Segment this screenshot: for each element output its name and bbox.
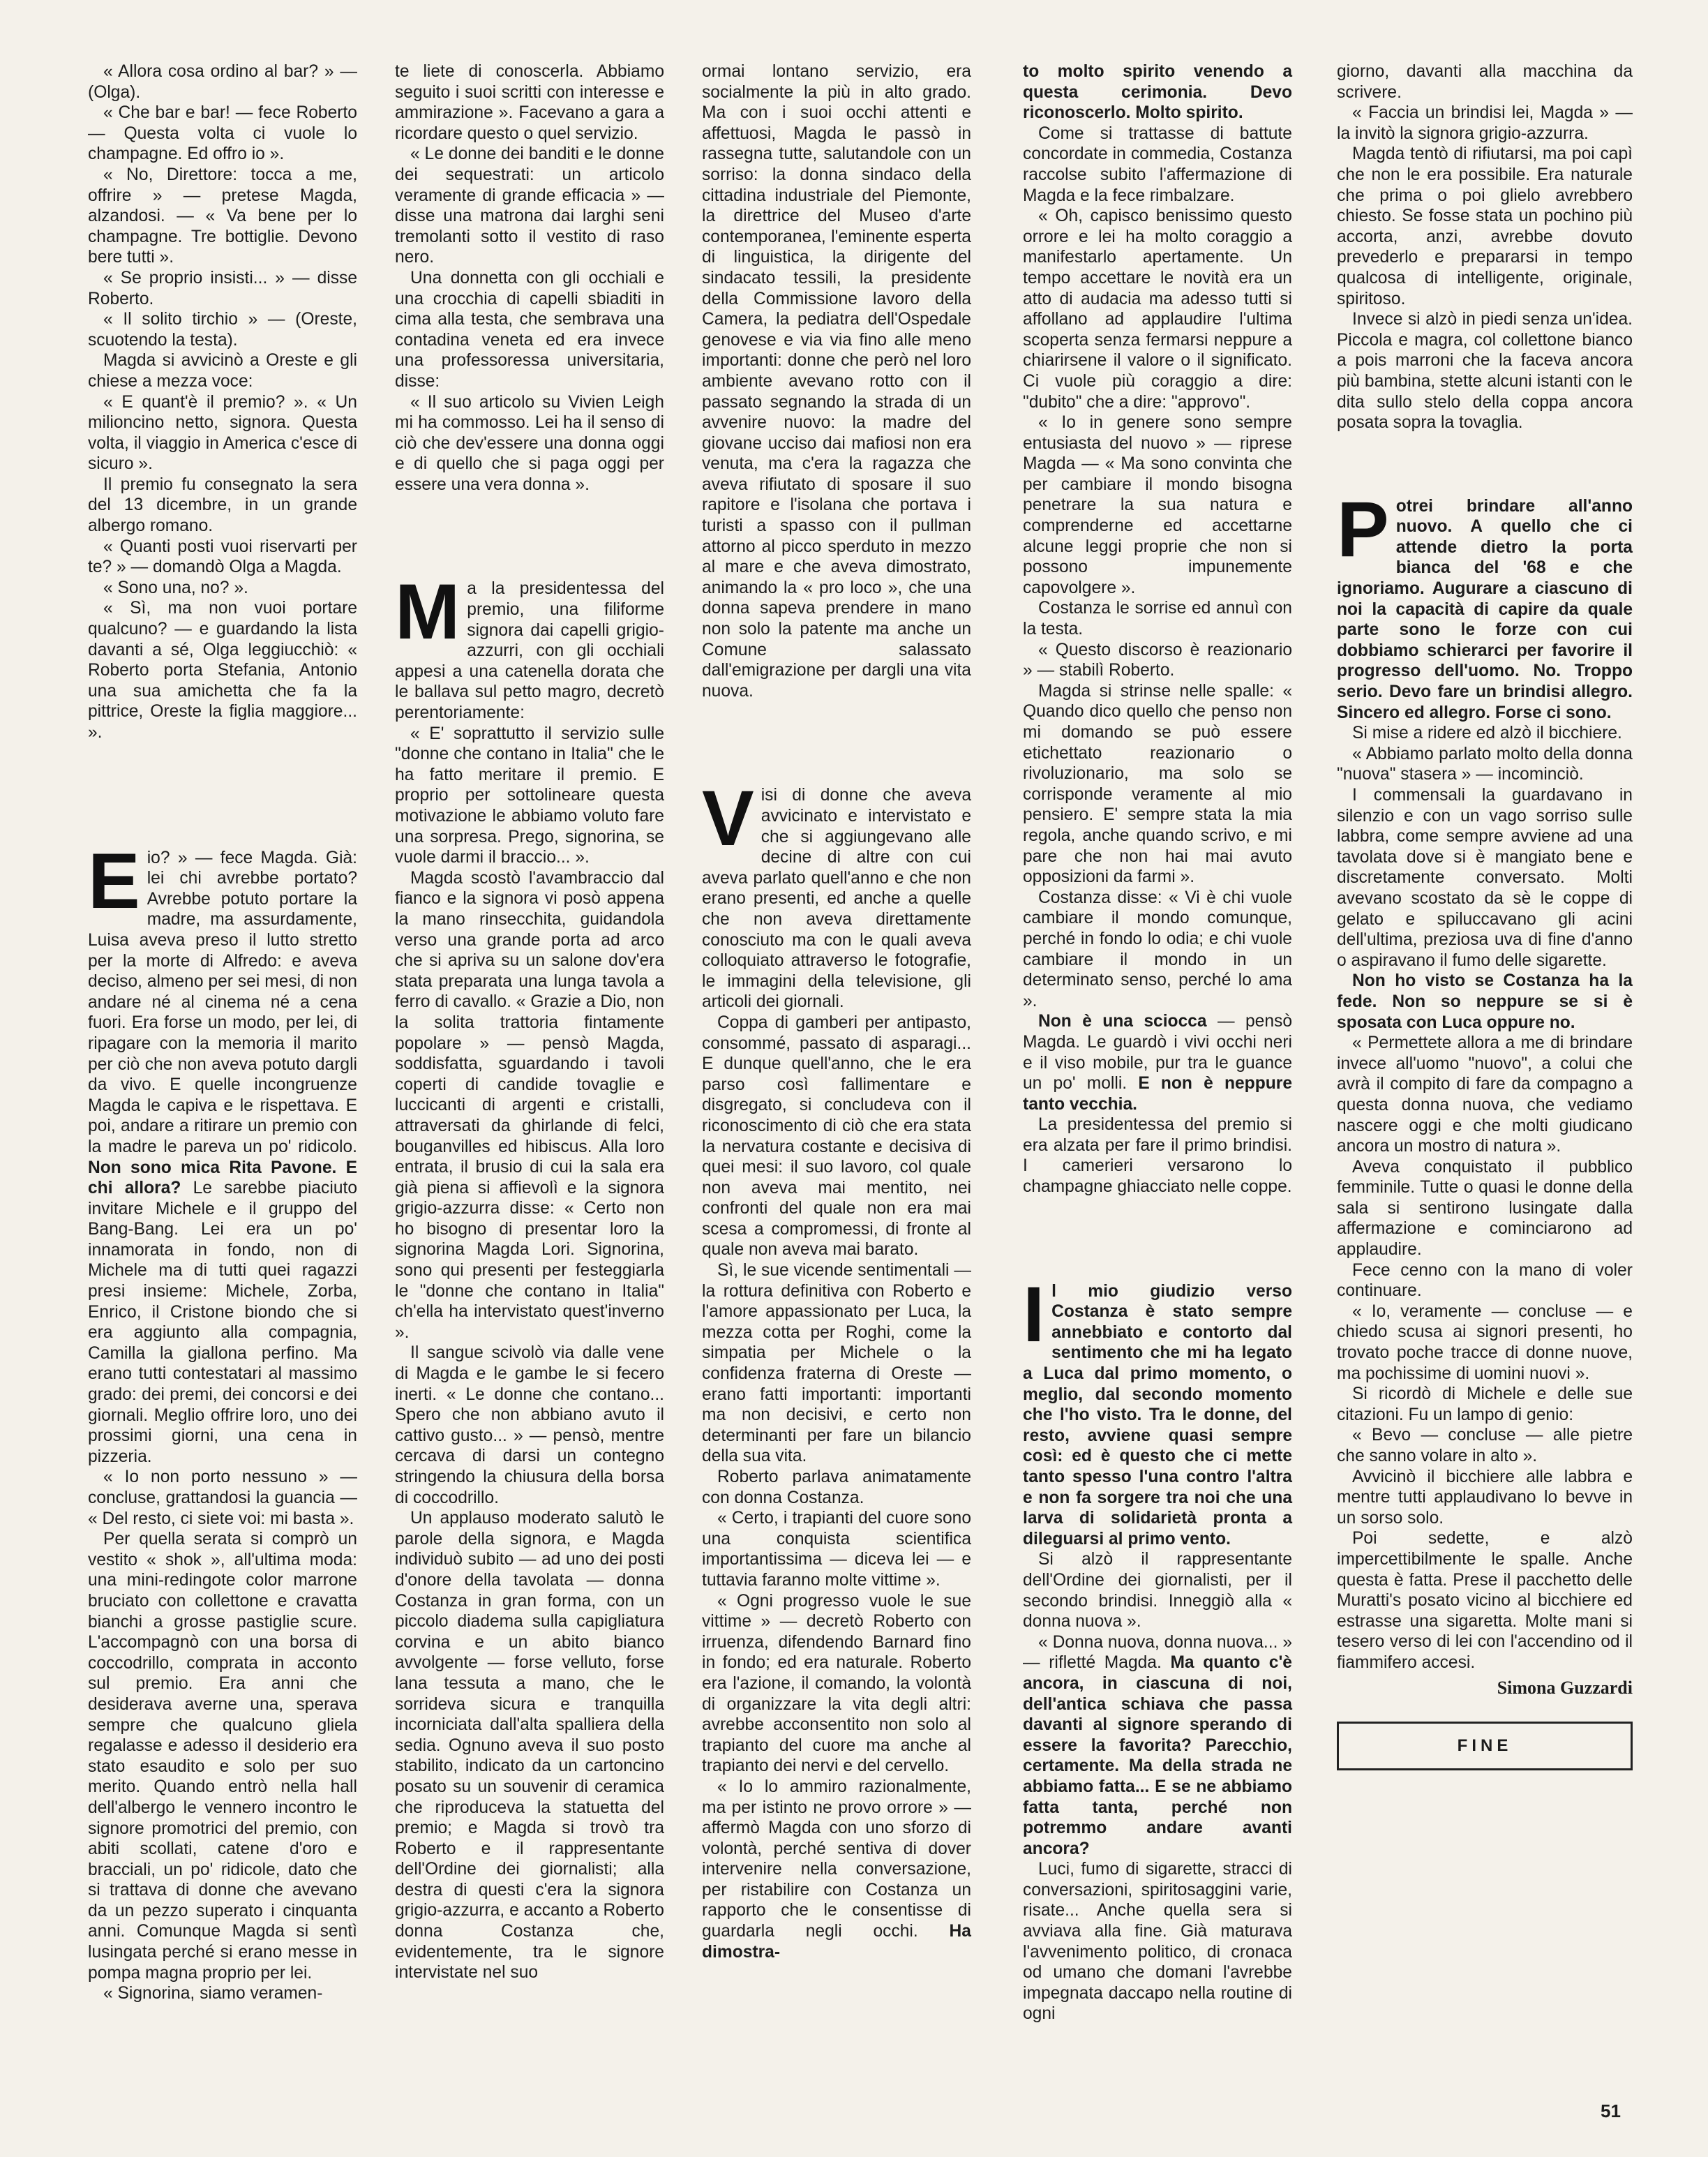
paragraph: Il premio fu consegnato la sera del 13 dicembre, in un grande albergo romano. bbox=[88, 475, 357, 536]
paragraph: La presidentessa del premio si era alzata per fare il primo brindisi. I camerieri versarono lo champagne ghiacciato nelle coppe. bbox=[1023, 1115, 1292, 1197]
paragraph: Costanza disse: « Vi è chi vuole cambiare il mondo comunque, perché in fondo lo odia; e chi vuole cambiare il mondo in un determinato senso, perché lo ama ». bbox=[1023, 888, 1292, 1010]
paragraph: I commensali la guardavano in silenzio e con un vago sorriso sulle labbra, come sempre avviene ad una tavolata dove si è mangiato bene e discretamente conversato. Molti avevano scostato da sè le coppe di gelato e spiluccavano gli acini dell'ultima, preziosa uva di fine d'anno o aspiravano il fumo delle sigarette. bbox=[1337, 786, 1633, 970]
text-column-1 bbox=[88, 61, 357, 2004]
paragraph: « Io non porto nessuno » — concluse, grattandosi la guancia — « Del resto, ci siete voi: mi basta ». bbox=[88, 1468, 357, 1528]
paragraph: Sì, le sue vicende sentimentali — la rottura definitiva con Roberto e l'amore appassionato per Luca, la mezza cotta per Roghi, come la simpatia per Michele o la confidenza fraterna di Oreste — erano fatti importanti: importanti ma non decisivi, e certo non determinanti per fare un bilancio della sua vita. bbox=[702, 1261, 971, 1466]
paragraph: « No, Direttore: tocca a me, offrire » — pretese Magda, alzandosi. — « Va bene per lo champagne. Tre bottiglie. Devono bere tutti ». bbox=[88, 165, 357, 267]
paragraph: Avvicinò il bicchiere alle labbra e mentre tutti applaudivano lo bevve in un sorso solo. bbox=[1337, 1467, 1633, 1528]
paragraph: Si alzò il rappresentante dell'Ordine dei giornalisti, per il secondo brindisi. Inneggiò alla « donna nuova ». bbox=[1023, 1550, 1292, 1632]
paragraph: Un applauso moderato salutò le parole della signora, e Magda individuò subito — ad uno dei posti d'onore della tavolata — donna Costanza in gran forma, con un piccolo diadema sulla capigliatura corvina e un abito bianco avvolgente — forse velluto, forse lana tessuta a mano, che le sorrideva sicura e tranquilla incorniciata dall'alta spalliera della sedia. Ognuno aveva il suo posto stabilito, indicato da un cartoncino posato su un souvenir di ceramica che riproduceva la statuetta del premio; e Magda si trovò tra Roberto e il rappresentante dell'Ordine dei giornalisti; alla destra di questi c'era la signora grigio-azzurra, e accanto a Roberto donna Costanza che, evidentemente, tra le signore intervistate nel suo bbox=[395, 1509, 664, 1983]
paragraph: « Donna nuova, donna nuova... » — rifletté Magda. Ma quanto c'è ancora, in ciascuna di noi, dell'antica schiava che passa davanti al signore sperando di essere la favorita? Parecchio, certamente. Ma della strada ne abbiamo fatta... E se ne abbiamo fatta tanta, perché non potremmo andare avanti ancora? bbox=[1023, 1632, 1292, 1858]
paragraph: « Che bar e bar! — fece Roberto — Questa volta ci vuole lo champagne. Ed offro io ». bbox=[88, 103, 357, 164]
paragraph: « Il solito tirchio » — (Oreste, scuotendo la testa). bbox=[88, 310, 357, 350]
author-signature: Simona Guzzardi bbox=[1497, 1677, 1633, 1698]
paragraph: Roberto parlava animatamente con donna Costanza. bbox=[702, 1468, 971, 1507]
paragraph: « Certo, i trapianti del cuore sono una conquista scientifica importantissima — diceva lei — e tuttavia faranno molte vittime ». bbox=[702, 1509, 971, 1590]
paragraph: Poi sedette, e alzò impercettibilmente le spalle. Anche questa è fatta. Prese il pacchetto delle Muratti's posato vicino al bicchiere ed estrasse una sigaretta. Molte mani si tesero verso di lei con l'accendino od il fiammifero accesi. bbox=[1337, 1529, 1633, 1672]
drop-cap: E bbox=[88, 837, 140, 925]
drop-cap: V bbox=[702, 775, 754, 863]
paragraph: « Questo discorso è reazionario » — stabilì Roberto. bbox=[1023, 640, 1292, 680]
paragraph: « Io, veramente — concluse — e chiedo scusa ai signori presenti, ho trovato poche tracce di donne nuove, ma pochissime di uomini nuovi ». bbox=[1337, 1301, 1633, 1383]
section-paragraph: Il mio giudizio verso Costanza è stato sempre annebbiato e contorto dal sentimento che mi ha legato a Luca dal primo momento, o meglio, dal secondo momento che l'ho visto. Tra le donne, del resto, avviene quasi sempre così: ed è questo che ci mette tanto spesso l'una contro l'altra e non fa sorgere tra noi che una larva di solidarietà pronta a dileguarsi al primo vento. bbox=[1023, 1270, 1292, 1548]
paragraph: « Permettete allora a me di brindare invece all'uomo "nuovo", a colui che avrà il compito di fare da compagno a questa donna nuova, che vediamo nascere oggi e che molti giudicano ancora un mostro di natura ». bbox=[1337, 1033, 1633, 1156]
paragraph: Magda tentò di rifiutarsi, ma poi capì che non le era possibile. Era naturale che prima o poi glielo avrebbero chiesto. Se fosse stata un pochino più accorta, anzi, avrebbe dovuto prevederlo e prepararsi in tempo qualcosa di intelligente, originale, spiritoso. bbox=[1337, 144, 1633, 308]
paragraph: Per quella serata si comprò un vestito « shok », all'ultima moda: una mini-redingote color marrone bruciato con collettone e cravatta bianchi a grosse pastiglie scure. L'accompagnò con una borsa di coccodrillo, comprata in acconto sul premio. Era anni che desiderava averne una, sperava sempre che qualcuno gliela regalasse e adesso il desiderio era stato esaudito e solo per suo merito. Quando entrò nella hall dell'albergo le vennero incontro le signore promotrici del premio, con abiti scollati, catene d'oro e bracciali, un po' ridicole, dato che si trattava di donne che avevano da un pezzo superato i cinquanta anni. Comunque Magda si sentì lusingata perché si erano messe in pompa magna proprio per lei. bbox=[88, 1530, 357, 1983]
paragraph: Si ricordò di Michele e delle sue citazioni. Fu un lampo di genio: bbox=[1337, 1384, 1633, 1424]
paragraph: Una donnetta con gli occhiali e una crocchia di capelli sbiaditi in cima alla testa, che sembrava una contadina veneta ed era invece una professoressa universitaria, disse: bbox=[395, 268, 664, 391]
paragraph: « Sì, ma non vuoi portare qualcuno? — e guardando la lista davanti a sé, Olga leggiucchiò: « Roberto porta Stefania, Antonio una sua amichetta che fa la pittrice, Oreste la figlia maggiore... ». bbox=[88, 599, 357, 742]
section-paragraph: Potrei brindare all'anno nuovo. A quello che ci attende dietro la porta bianca del '68 e che ignoriamo. Augurare a ciascuno di noi la capacità di capire da quale parte sono le forze con cui dobbiamo schierarci per favorire il progresso dell'uomo. No. Troppo serio. Devo fare un brindisi allegro. Sincero ed allegro. Forse ci sono. bbox=[1337, 485, 1633, 722]
paragraph: Come si trattasse di battute concordate in commedia, Costanza raccolse subito l'affermazione di Magda e la fece rimbalzare. bbox=[1023, 124, 1292, 205]
paragraph: « Sono una, no? ». bbox=[103, 578, 248, 597]
end-label: FINE bbox=[1457, 1736, 1513, 1756]
paragraph: Aveva conquistato il pubblico femminile. Tutte o quasi le donne della sala si sentirono lusingate dalla affermazione e cominciarono ad applaudire. bbox=[1337, 1157, 1633, 1260]
paragraph: « Io in genere sono sempre entusiasta del nuovo » — riprese Magda — « Ma sono convinta che per cambiare il mondo bisogna penetrare la sua natura e comprenderne ed accettarne alcune leggi proprie che non si possono impunemente capovolgere ». bbox=[1023, 413, 1292, 597]
paragraph: Fece cenno con la mano di voler continuare. bbox=[1337, 1260, 1633, 1301]
paragraph: Il sangue scivolò via dalle vene di Magda e le gambe le si fecero inerti. « Le donne che contano... Spero che non abbiano avuto il cattivo gusto... » — pensò, mentre cercava di darsi un contegno stringendo la chiusura della borsa di coccodrillo. bbox=[395, 1343, 664, 1507]
paragraph: to molto spirito venendo a questa cerimonia. Devo riconoscerlo. Molto spirito. bbox=[1023, 62, 1292, 123]
paragraph: « Signorina, siamo veramen- bbox=[103, 1984, 323, 2003]
drop-cap: I bbox=[1023, 1270, 1045, 1358]
paragraph: « Allora cosa ordino al bar? » — (Olga). bbox=[88, 62, 357, 102]
paragraph: Coppa di gamberi per antipasto, consommé, passato di asparagi... E dunque quell'anno, che le era parso così fallimentare e disgregato, si concludeva con il riconoscimento di ciò che era stata la nervatura costante e decisiva di quei mesi: il suo lavoro, col quale non aveva mai mentito, nei confronti del quale non era mai scesa a compromessi, di fronte al quale non aveva mai barato. bbox=[702, 1013, 971, 1260]
paragraph: Magda scostò l'avambraccio dal fianco e la signora vi posò appena la mano rinsecchita, guidandola verso una grande porta ad arco che si apriva su un salone dov'era stata preparata una lunga tavola a ferro di cavallo. « Grazie a Dio, non la solita trattoria fintamente popolare » — pensò Magda, soddisfatta, sguardando i tavoli coperti di candide tovaglie e luccicanti di argenti e cristalli, attraversati da ghirlande di felci, bouganvilles ed hibiscus. Alla loro entrata, il brusio di cui la sala era già piena si affievolì e la signora grigio-azzurra disse: « Certo non ho bisogno di presentar loro la signorina Magda Lori. Signorina, sono qui presenti per festeggiarla le "donne che contano in Italia" ch'ella ha intervistato quest'inverno ». bbox=[395, 868, 664, 1342]
end-box bbox=[1337, 1722, 1633, 1770]
paragraph: « Bevo — concluse — alle pietre che sanno volare in alto ». bbox=[1337, 1426, 1633, 1465]
paragraph: « Il suo articolo su Vivien Leigh mi ha commosso. Lei ha il senso di ciò che dev'essere una donna oggi e di quello che si paga oggi per essere una vera donna ». bbox=[395, 392, 664, 494]
paragraph: « Se proprio insisti... » — disse Roberto. bbox=[88, 268, 357, 308]
paragraph: « Ogni progresso vuole le sue vittime » — decretò Roberto con irruenza, difendendo Barnard fino in fondo; ed era naturale. Roberto era l'azione, il comando, la volontà di organizzare la vita degli altri: avrebbe acconsentito non solo al trapianto del cuore ma anche al trapianto dei nervi e del cervello. bbox=[702, 1591, 971, 1776]
paragraph: ormai lontano servizio, era socialmente la più in alto grado. Ma con i suoi occhi attenti e affettuosi, Magda le passò in rassegna tutte, salutandole con un sorriso: la donna sindaco della cittadina industriale del Piemonte, la direttrice del Museo d'arte contemporanea, l'eminente esperta di linguistica, la dirigente del sindacato tessili, la presidente della Commissione lavoro della Camera, la pediatra dell'Ospedale genovese e via via fino alle meno importanti: donne che però nel loro ambiente avevano rotto con il passato segnando la strada di un avvenire nuovo: la madre del giovane ucciso dai mafiosi non era venuta, ma c'era la ragazza che aveva rifiutato di sposare il suo rapitore e l'isolana che portava i turisti a spasso con il pullman attorno al picco sperduto in mezzo al mare e che aveva dimostrato, animando la « pro loco », che una donna sapeva prendere in mano non solo la patente ma anche un Comune salassato dall'emigrazione per dargli una vita nuova. bbox=[702, 62, 971, 701]
paragraph: Si mise a ridere ed alzò il bicchiere. bbox=[1352, 724, 1622, 743]
paragraph: te liete di conoscerla. Abbiamo seguito i suoi scritti con interesse e ammirazione ». Facevano a gara a ricordare questo o quel servizio. bbox=[395, 62, 664, 143]
drop-cap: M bbox=[395, 568, 460, 656]
section-paragraph: Visi di donne che aveva avvicinato e intervistato e che si aggiungevano alle decine di altre con cui aveva parlato quell'anno e che non erano presenti, ed anche a quelle che non aveva direttamente conosciuto ma con le quali aveva colloquiato attraverso le fotografie, le immagini della televisione, gli articoli dei giornali. bbox=[702, 775, 971, 1012]
paragraph: « Io lo ammiro razionalmente, ma per istinto ne provo orrore » — affermò Magda con uno sforzo di volontà, perché sentiva di dover intervenire nella conversazione, per ristabilire con Costanza un rapporto che le consentisse di guardarla negli occhi. Ha dimostra- bbox=[702, 1777, 971, 1962]
drop-cap: P bbox=[1337, 485, 1389, 573]
paragraph: Magda si avvicinò a Oreste e gli chiese a mezza voce: bbox=[88, 351, 357, 391]
paragraph: « E quant'è il premio? ». « Un milioncino netto, signora. Questa volta, il viaggio in America c'esce di sicuro ». bbox=[88, 392, 357, 474]
paragraph: « Quanti posti vuoi riservarti per te? » — domandò Olga a Magda. bbox=[88, 537, 357, 577]
page-number: 51 bbox=[1601, 2100, 1621, 2121]
text-column-2 bbox=[395, 61, 664, 1983]
paragraph: « Faccia un brindisi lei, Magda » — la invitò la signora grigio-azzurra. bbox=[1337, 103, 1633, 143]
paragraph: giorno, davanti alla macchina da scrivere. bbox=[1337, 62, 1633, 102]
text-column-4 bbox=[1023, 61, 1292, 2024]
paragraph: Invece si alzò in piedi senza un'idea. Piccola e magra, col collettone bianco a pois marroni che la faceva ancora più bambina, stette alcuni istanti con le dita sullo stelo della coppa ancora posata sopra la tovaglia. bbox=[1337, 310, 1633, 433]
paragraph: Non è una sciocca — pensò Magda. Le guardò i vivi occhi neri e il viso mobile, pur tra le guance un po' molli. E non è neppure tanto vecchia. bbox=[1023, 1012, 1292, 1114]
paragraph: « Oh, capisco benissimo questo orrore e lei ha molto coraggio a manifestarlo apertamente. Un tempo accettare le novità era un atto di audacia ma adesso tutti si affollano ad applaudire l'ultima scoperta senza fermarsi neppure a chiarirsene il valore o il significato. Ci vuole più coraggio a dire: "dubito" che a dire: "approvo". bbox=[1023, 207, 1292, 412]
paragraph: Non ho visto se Costanza ha la fede. Non so neppure se si è sposata con Luca oppure no. bbox=[1337, 971, 1633, 1032]
paragraph: Luci, fumo di sigarette, stracci di conversazioni, spiritosaggini varie, risate... Anche quella sera si avviava alla fine. Già maturava l'avvenimento politico, di cronaca od umano che domani l'avrebbe impegnata daccapo nella routine di ogni bbox=[1023, 1860, 1292, 2024]
paragraph: Magda si strinse nelle spalle: « Quando dico quello che penso non mi domando se può essere etichettato reazionario o rivoluzionario, ma solo se corrisponde veramente al mio pensiero. E' sempre stata la mia regola, anche quando scrivo, e mi pare che non hai mai avuto opposizioni da farmi ». bbox=[1023, 681, 1292, 887]
paragraph: « E' soprattutto il servizio sulle "donne che contano in Italia" che le ha fatto meritare il premio. E proprio per sottolineare questa motivazione le abbiamo voluto fare una sorpresa. Prego, signorina, se vuole darmi il braccio... ». bbox=[395, 724, 664, 867]
section-paragraph: Eio? » — fece Magda. Già: lei chi avrebbe portato? Avrebbe potuto portare la madre, ma assurdamente, Luisa aveva preso il lutto stretto per la morte di Alfredo: e aveva deciso, almeno per sei mesi, di non andare né al cinema né a cena fuori. Era forse un modo, per lei, di ripagare con la memoria il marito per ciò che non aveva potuto dargli da vivo. E quelle incongruenze Magda le capiva e le rispettava. E poi, andare a ritirare un premio con la madre le pareva un po' ridicolo. Non sono mica Rita Pavone. E chi allora? Le sarebbe piaciuto invitare Michele e il gruppo del Bang-Bang. Lei era un po' innamorata in fondo, non di Michele ma di tutti quei ragazzi presi insieme: Michele, Zorba, Enrico, il Cristone biondo che si era aggiunto alla compagnia, Camilla la giallona perfino. Ma erano tutti contestatari al massimo grado: dei premi, dei concorsi e dei giornali. Meglio offrire loro, uno dei prossimi giorni, una cena in pizzeria. bbox=[88, 837, 358, 1466]
paragraph: « Abbiamo parlato molto della donna "nuova" stasera » — incominciò. bbox=[1337, 744, 1633, 784]
paragraph: Costanza le sorrise ed annuì con la testa. bbox=[1023, 599, 1292, 639]
section-paragraph: Ma la presidentessa del premio, una filiforme signora dai capelli grigio-azzurri, con gli occhiali appesi a una catenella dorata che le ballava sul petto magro, decretò perentoriamente: bbox=[395, 568, 664, 723]
text-column-5 bbox=[1337, 61, 1633, 1770]
paragraph: « Le donne dei banditi e le donne dei sequestrati: un articolo veramente di grande efficacia » — disse una matrona dai larghi seni tremolanti sotto il vestito di raso nero. bbox=[395, 144, 664, 267]
text-column-3 bbox=[702, 61, 971, 1962]
